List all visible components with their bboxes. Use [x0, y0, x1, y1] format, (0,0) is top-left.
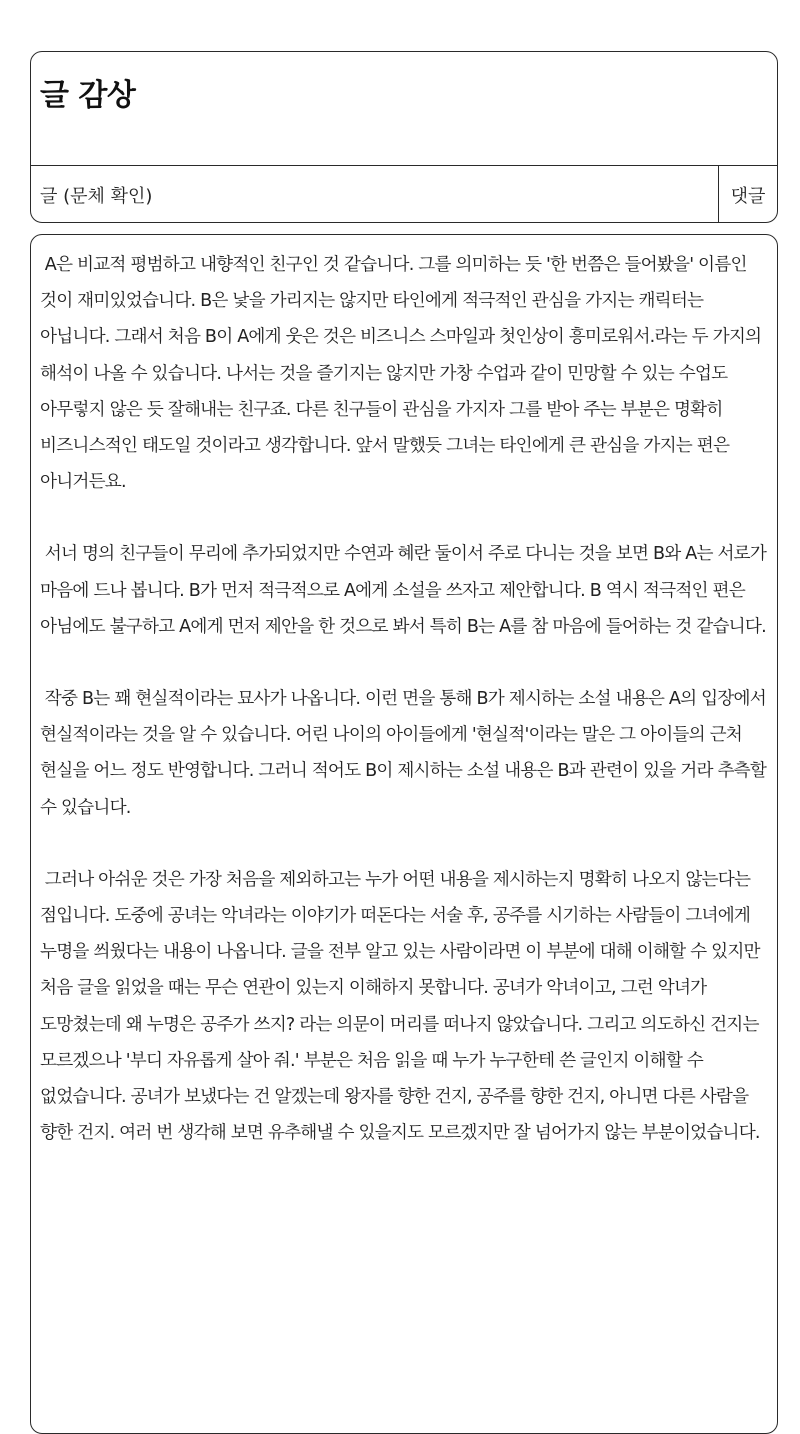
- tab-comments[interactable]: 댓글: [718, 165, 777, 223]
- review-paragraph-2: 서너 명의 친구들이 무리에 추가되었지만 수연과 혜란 둘이서 주로 다니는 것을 보면 B와 A는 서로가 마음에 드나 봅니다. B가 먼저 적극적으로 A에게 소설을 쓰자고 제안합니다. B 역시 적극적인 편은 아님에도 불구하고 A에게 먼저 제안을 한 것으로 봐서 특히 B는 A를 참 마음에 들어하는 것 같습니다.: [40, 544, 771, 637]
- tab-post-style-check[interactable]: 글 (문체 확인): [40, 185, 153, 207]
- review-paragraph-1: A은 비교적 평범하고 내향적인 친구인 것 같습니다. 그를 의미하는 듯 '한 번쯤은 들어봤을' 이름인 것이 재미있었습니다. B은 낯을 가리지는 않지만 타인에게 적극적인 관심을 가지는 캐릭터는 아닙니다. 그래서 처음 B이 A에게 웃은 것은 비즈니스 스마일과 첫인상이 흥미로워서.라는 두 가지의 해석이 나올 수 있습니다. 나서는 것을 즐기지는 않지만 가창 수업과 같이 민망할 수 있는 수업도 아무렇지 않은 듯 잘해내는 친구죠. 다른 친구들이 관심을 가지자 그를 받아 주는 부분은 명확히 비즈니스적인 태도일 것이라고 생각합니다. 앞서 말했듯 그녀는 타인에게 큰 관심을 가지는 편은 아니거든요.: [40, 255, 767, 493]
- review-paragraph-4: 그러나 아쉬운 것은 가장 처음을 제외하고는 누가 어떤 내용을 제시하는지 명확히 나오지 않는다는 점입니다. 도중에 공녀는 악녀라는 이야기가 떠돈다는 서술 후, 공주를 시기하는 사람들이 그녀에게 누명을 씌웠다는 내용이 나옵니다. 글을 전부 알고 있는 사람이라면 이 부분에 대해 이해할 수 있지만 처음 글을 읽었을 때는 무슨 연관이 있는지 이해하지 못합니다. 공녀가 악녀이고, 그런 악녀가 도망쳤는데 왜 누명은 공주가 쓰지? 라는 의문이 머리를 떠나지 않았습니다. 그리고 의도하신 건지는 모르겠으나 '부디 자유롭게 살아 줘.' 부분은 처음 읽을 때 누가 누구한테 쓴 글인지 이해할 수 없었습니다. 공녀가 보냈다는 건 알겠는데 왕자를 향한 건지, 공주를 향한 건지, 아니면 다른 사람을 향한 건지. 여러 번 생각해 보면 유추해낼 수 있을지도 모르겠지만 잘 넘어가지 않는 부분이었습니다.: [40, 869, 765, 1144]
- review-paragraph-3: 작중 B는 꽤 현실적이라는 묘사가 나옵니다. 이런 면을 통해 B가 제시하는 소설 내용은 A의 입장에서 현실적이라는 것을 알 수 있습니다. 어린 나이의 아이들에게 '현실적'이라는 말은 그 아이들의 근처 현실을 어느 정도 반영합니다. 그러니 적어도 B이 제시하는 소설 내용은 B과 관련이 있을 거라 추측할 수 있습니다.: [40, 689, 771, 818]
- page-title: 글 감상: [40, 78, 136, 113]
- tab-row: [31, 165, 777, 223]
- review-body-card: [30, 234, 778, 1434]
- post-header-card: [30, 51, 778, 223]
